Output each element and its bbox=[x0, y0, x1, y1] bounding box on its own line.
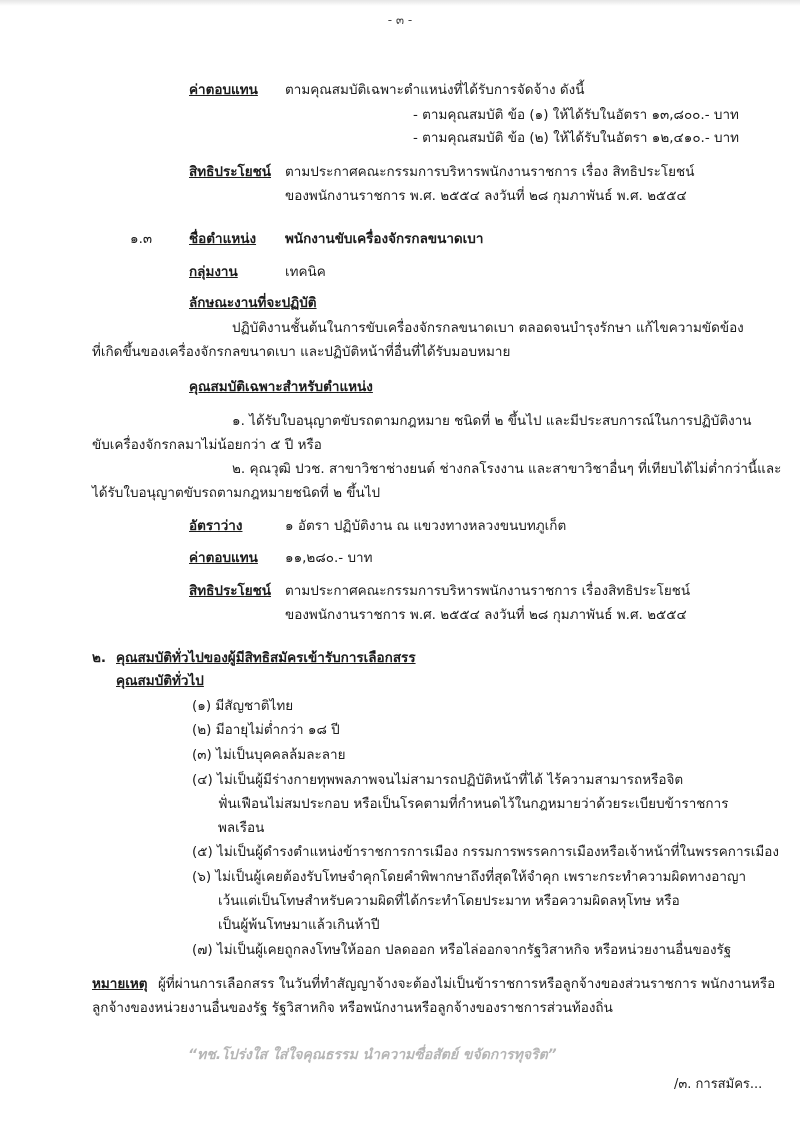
vacancy-value: ๑ อัตรา ปฏิบัติงาน ณ แขวงทางหลวงขนบทภูเก็ต bbox=[285, 518, 567, 534]
qualification-item: (๔) ไม่เป็นผู้มีร่างกายทุพพลภาพจนไม่สามารถปฏิบัติหน้าที่ได้ ไร้ความสามารถหรือจิต bbox=[192, 772, 684, 788]
group-label: กลุ่มงาน bbox=[189, 264, 238, 280]
duties-line: ปฏิบัติงานชั้นต้นในการขับเครื่องจักรกลขนาดเบา ตลอดจนบำรุงรักษา แก้ไขความขัดข้อง bbox=[232, 320, 744, 336]
duties-heading: ลักษณะงานที่จะปฏิบัติ bbox=[189, 295, 317, 311]
benefits-line: ของพนักงานราชการ พ.ศ. ๒๕๕๔ ลงวันที่ ๒๘ กุมภาพันธ์ พ.ศ. ๒๕๕๔ bbox=[285, 607, 687, 623]
vacancy-label: อัตราว่าง bbox=[189, 518, 243, 534]
compensation-text: ตามคุณสมบัติเฉพาะตำแหน่งที่ได้รับการจัดจ้าง ดังนี้ bbox=[285, 82, 585, 98]
duties-line: ที่เกิดขึ้นของเครื่องจักรกลขนาดเบา และปฏิบัติหน้าที่อื่นที่ได้รับมอบหมาย bbox=[92, 344, 511, 360]
qualification-item-cont: เป็นผู้พ้นโทษมาแล้วเกินห้าปี bbox=[218, 917, 380, 933]
note-line: ลูกจ้างของหน่วยงานอื่นของรัฐ รัฐวิสาหกิจ หรือพนักงานหรือลูกจ้างของราชการส่วนท้องถิ่น bbox=[92, 1000, 613, 1016]
qualification-item: (๓) ไม่เป็นบุคคลล้มละลาย bbox=[192, 747, 346, 763]
benefits-line: ตามประกาศคณะกรรมการบริหารพนักงานราชการ เรื่องสิทธิประโยชน์ bbox=[285, 583, 691, 599]
qualification-item-cont: เว้นแต่เป็นโทษสำหรับความผิดที่ได้กระทำโดยประมาท หรือความผิดลหุโทษ หรือ bbox=[218, 893, 680, 909]
compensation-item: - ตามคุณสมบัติ ข้อ (๒) ให้ได้รับในอัตรา ๑๒,๔๑๐.- บาท bbox=[413, 130, 740, 146]
compensation-item: - ตามคุณสมบัติ ข้อ (๑) ให้ได้รับในอัตรา ๑๓,๘๐๐.- บาท bbox=[413, 107, 739, 123]
section-number: ๑.๓ bbox=[130, 231, 153, 247]
footer-motto: “ทช.โปร่งใส ใส่ใจคุณธรรม นำความซื่อสัตย์ ขจัดการทุจริต” bbox=[188, 1047, 557, 1063]
qualification-item-cont: พลเรือน bbox=[218, 820, 265, 836]
group-value: เทคนิค bbox=[285, 264, 326, 280]
qualification-item: (๑) มีสัญชาติไทย bbox=[192, 698, 294, 714]
page-number: - ๓ - bbox=[387, 13, 413, 27]
benefits-line: ตามประกาศคณะกรรมการบริหารพนักงานราชการ เรื่อง สิทธิประโยชน์ bbox=[285, 164, 695, 180]
qualification-line: ขับเครื่องจักรกลมาไม่น้อยกว่า ๕ ปี หรือ bbox=[92, 437, 322, 453]
compensation-label: ค่าตอบแทน bbox=[189, 82, 258, 98]
qualification-item: (๕) ไม่เป็นผู้ดำรงตำแหน่งข้าราชการการเมือง กรรมการพรรคการเมืองหรือเจ้าหน้าที่ในพรรคการเมือง bbox=[192, 844, 779, 860]
qualification-line: ได้รับใบอนุญาตขับรถตามกฎหมายชนิดที่ ๒ ขึ้นไป bbox=[92, 485, 381, 501]
section-heading: คุณสมบัติทั่วไปของผู้มีสิทธิสมัครเข้ารับการเลือกสรร bbox=[116, 650, 416, 666]
position-label: ชื่อตำแหน่ง bbox=[189, 231, 257, 247]
pay-label: ค่าตอบแทน bbox=[189, 550, 258, 566]
qualification-item: (๒) มีอายุไม่ต่ำกว่า ๑๘ ปี bbox=[192, 722, 340, 738]
position-value: พนักงานขับเครื่องจักรกลขนาดเบา bbox=[285, 231, 484, 247]
benefits-label: สิทธิประโยชน์ bbox=[189, 583, 272, 599]
benefits-label: สิทธิประโยชน์ bbox=[189, 164, 272, 180]
section-subheading: คุณสมบัติทั่วไป bbox=[116, 673, 204, 689]
note-line: ผู้ที่ผ่านการเลือกสรร ในวันที่ทำสัญญาจ้างจะต้องไม่เป็นข้าราชการหรือลูกจ้างของส่วนราชการ พนักงานหรือ bbox=[158, 976, 776, 992]
qualifications-heading: คุณสมบัติเฉพาะสำหรับตำแหน่ง bbox=[189, 379, 373, 395]
qualification-line: ๑. ได้รับใบอนุญาตขับรถตามกฎหมาย ชนิดที่ ๒ ขึ้นไป และมีประสบการณ์ในการปฏิบัติงาน bbox=[232, 413, 752, 429]
benefits-line: ของพนักงานราชการ พ.ศ. ๒๕๕๔ ลงวันที่ ๒๘ กุมภาพันธ์ พ.ศ. ๒๕๕๔ bbox=[285, 188, 687, 204]
qualification-line: ๒. คุณวุฒิ ปวช. สาขาวิชาช่างยนต์ ช่างกลโรงงาน และสาขาวิชาอื่นๆ ที่เทียบได้ไม่ต่ำกว่านี้และ bbox=[232, 461, 782, 477]
note-label: หมายเหตุ bbox=[92, 976, 148, 992]
qualification-item: (๗) ไม่เป็นผู้เคยถูกลงโทษให้ออก ปลดออก หรือไล่ออกจากรัฐวิสาหกิจ หรือหน่วยงานอื่นของรัฐ bbox=[192, 942, 732, 958]
continuation-marker: /๓. การสมัคร... bbox=[674, 1077, 763, 1092]
qualification-item: (๖) ไม่เป็นผู้เคยต้องรับโทษจำคุกโดยคำพิพากษาถึงที่สุดให้จำคุก เพราะกระทำความผิดทางอาญา bbox=[192, 869, 747, 885]
scan-shadow bbox=[0, 0, 800, 6]
pay-value: ๑๑,๒๘๐.- บาท bbox=[285, 550, 373, 566]
section-number: ๒. bbox=[92, 650, 107, 666]
qualification-item-cont: ฟั่นเฟือนไม่สมประกอบ หรือเป็นโรคตามที่กำหนดไว้ในกฎหมายว่าด้วยระเบียบข้าราชการ bbox=[218, 796, 729, 812]
